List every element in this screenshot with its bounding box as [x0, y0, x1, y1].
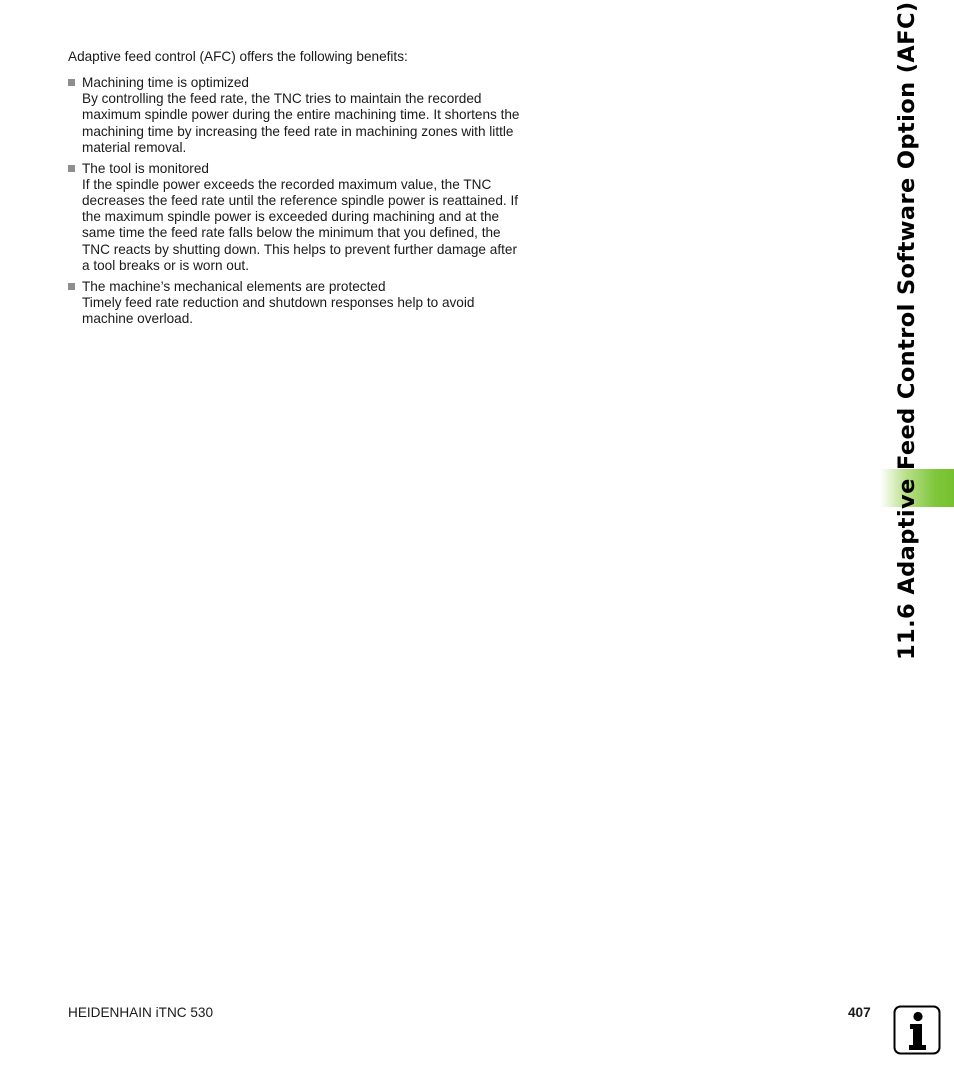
- benefit-description: By controlling the feed rate, the TNC tries to maintain the recorded maximum spindle power during the entire machining time. It shortens the machining time by increasing the feed rate in machining zones with little material removal.: [82, 91, 520, 155]
- chapter-side-title: 11.6 Adaptive Feed Control Software Option (AFC): [894, 1, 920, 660]
- benefit-title: The machine’s mechanical elements are protected: [82, 278, 386, 294]
- benefit-description: Timely feed rate reduction and shutdown responses help to avoid machine overload.: [82, 294, 475, 327]
- square-bullet-icon: [68, 283, 75, 290]
- benefit-item: [68, 279, 528, 328]
- page-number: 407: [848, 1005, 871, 1020]
- benefits-list: [68, 75, 528, 332]
- benefit-description: If the spindle power exceeds the recorded maximum value, the TNC decreases the feed rate until the reference spindle power is reattained. If the maximum spindle power is exceeded during machining and at the same time the feed rate falls below the minimum that you defined, the TNC reacts by shutting down. This helps to prevent further damage after a tool breaks or is worn out.: [82, 176, 519, 273]
- benefit-item: [68, 75, 528, 156]
- benefit-title: The tool is monitored: [82, 160, 209, 176]
- info-icon: [893, 1005, 941, 1055]
- benefit-title: Machining time is optimized: [82, 75, 249, 90]
- square-bullet-icon: [68, 79, 75, 86]
- benefit-item: [68, 161, 528, 274]
- square-bullet-icon: [68, 165, 75, 172]
- intro-paragraph: Adaptive feed control (AFC) offers the following benefits:: [68, 49, 408, 64]
- footer-product-name: HEIDENHAIN iTNC 530: [68, 1005, 214, 1020]
